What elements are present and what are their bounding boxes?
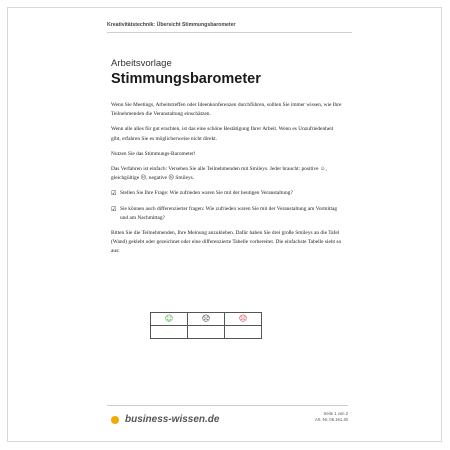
table-cell [151, 326, 188, 339]
paragraph: Nutzen Sie das Stimmungs-Barometer! [111, 150, 196, 157]
logo-dot-icon [111, 416, 119, 424]
logo-text: business-wissen.de [125, 414, 220, 425]
checkbox-icon: ☑ [111, 190, 117, 198]
footer-divider [107, 405, 348, 406]
paragraph: Bitten Sie die Teilnehmenden, Ihre Meinung anzukleben. Dafür haben Sie drei große Smileys an die Tafel (Wand) geklebt oder gezeichnet oder eine differenzierte Tabelle vorbereitet. Die einfachste Tabelle sieht so aus: [111, 230, 342, 255]
document-body [111, 101, 343, 263]
paragraph: Wenn alle alles für gut erachten, ist das eine schöne Bestätigung Ihrer Arbeit. Wenn es Unzufriedenheit gibt, erfahren Sie es möglicherweise nicht direkt. [111, 126, 334, 142]
page-number: Seite 1 von 2 [323, 411, 348, 416]
table-row [151, 313, 262, 326]
mood-table [150, 312, 262, 339]
checklist-text: Sie können auch differenzierter fragen: Wie zufrieden waren Sie mit der Veranstaltung am Vormittag und am Nachmittag? [120, 205, 338, 221]
table-cell [188, 326, 225, 339]
document-kicker: Arbeitsvorlage [111, 58, 172, 69]
article-number: Art.-Nr. 06.161.40 [314, 417, 348, 422]
table-cell [225, 326, 262, 339]
paragraph: Wenn Sie Meetings, Arbeitstreffen oder Ideenkonferenzen durchführen, sollten Sie immer wissen, wie Ihre Teilnehmenden die Veranstaltung einschätzen. [111, 102, 342, 118]
page-info [315, 411, 348, 423]
table-row [151, 326, 262, 339]
checklist-item [111, 189, 343, 198]
checklist-item [111, 205, 343, 223]
paragraph: Das Verfahren ist einfach: Versehen Sie alle Teilnehmenden mit Smileys. Jeder braucht: positive ☺, gleichgültige ☹, negative ☹ Smileys. [111, 166, 327, 182]
smiley-neutral-icon: ☹ [188, 313, 225, 326]
page-header: Kreativitätstechnik: Übersicht Stimmungsbarometer [107, 22, 352, 33]
checkbox-icon: ☑ [111, 205, 117, 213]
smiley-negative-icon: ☹ [225, 313, 262, 326]
checklist-text: Stellen Sie Ihre Frage: Wie zufrieden waren Sie mit der heutigen Veranstaltung? [120, 190, 293, 197]
page-title: Stimmungsbarometer [111, 71, 261, 87]
smiley-positive-icon: ☺ [151, 313, 188, 326]
footer-logo [111, 414, 219, 425]
